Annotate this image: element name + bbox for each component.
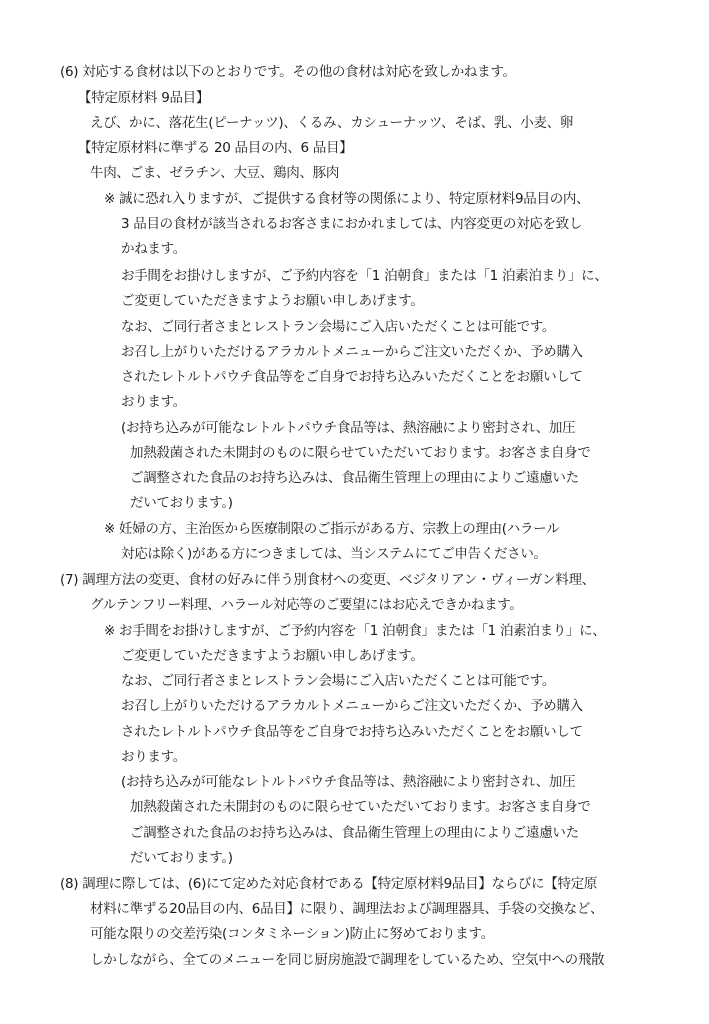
note-line: お手間をお掛けしますが、ご予約内容を「1 泊朝食」または「1 泊素泊まり」に、 — [121, 268, 608, 284]
note-line: かねます。 — [121, 241, 186, 257]
body-line: 材料に準ずる20品目の内、6品目】に限り、調理法および調理器具、手袋の交換など、 — [90, 901, 604, 917]
note-line: されたレトルトパウチ食品等をご自身でお持ち込みいただくことをお願いして — [121, 724, 583, 740]
allergen-list: えび、かに、落花生(ピーナッツ)、くるみ、カシューナッツ、そば、乳、小麦、卵 — [90, 115, 574, 131]
note-line: お召し上がりいただけるアラカルトメニューからご注文いただくか、予め購入 — [121, 698, 583, 714]
allergen-list: 牛肉、ごま、ゼラチン、大豆、鶏肉、豚肉 — [90, 165, 340, 181]
note-line: お召し上がりいただけるアラカルトメニューからご注文いただくか、予め購入 — [121, 344, 583, 360]
note-line: だいております。) — [130, 495, 233, 511]
note-line: (お持ち込みが可能なレトルトパウチ食品等は、熱溶融により密封され、加圧 — [121, 420, 576, 436]
note-line: おります。 — [121, 749, 186, 765]
note-line: ご調整された食品のお持ち込みは、食品衛生管理上の理由によりご遠慮いた — [130, 825, 579, 841]
note-line: 3 品目の食材が該当されるお客さまにおかれましては、内容変更の対応を致し — [121, 216, 583, 232]
section-8-heading: (8) 調理に際しては、(6)にて定めた対応食材である【特定原材料9品目】ならびに【特定原 — [60, 876, 598, 892]
note-line: なお、ご同行者さまとレストラン会場にご入店いただくことは可能です。 — [121, 673, 556, 689]
note-line: ※ 誠に恐れ入りますが、ご提供する食材等の関係により、特定原材料9品目の内、 — [104, 191, 590, 207]
note-line: ※ 妊婦の方、主治医から医療制限のご指示がある方、宗教上の理由(ハラール — [104, 521, 560, 537]
body-line: しかしながら、全てのメニューを同じ厨房施設で調理をしているため、空気中への飛散 — [90, 952, 605, 968]
note-line: ご変更していただきますようお願い申しあげます。 — [121, 648, 424, 664]
body-line: グルテンフリー料理、ハラール対応等のご要望にはお応えできかねます。 — [90, 597, 523, 613]
body-line: 可能な限りの交差汚染(コンタミネーション)防止に努めております。 — [90, 926, 494, 942]
note-line: なお、ご同行者さまとレストラン会場にご入店いただくことは可能です。 — [121, 319, 556, 335]
allergen-group-heading: 【特定原材料 9品目】 — [78, 90, 210, 106]
note-line: 対応は除く)がある方につきましては、当システムにてご申告ください。 — [121, 546, 547, 562]
allergen-group-heading: 【特定原材料に準ずる 20 品目の内、6 品目】 — [78, 140, 353, 156]
note-line: ご調整された食品のお持ち込みは、食品衛生管理上の理由によりご遠慮いた — [130, 470, 579, 486]
note-line: 加熱殺菌された未開封のものに限らせていただいております。お客さま自身で — [130, 445, 591, 461]
note-line: 加熱殺菌された未開封のものに限らせていただいております。お客さま自身で — [130, 799, 591, 815]
note-line: だいております。) — [130, 850, 233, 866]
note-line: されたレトルトパウチ食品等をご自身でお持ち込みいただくことをお願いして — [121, 369, 583, 385]
note-line: (お持ち込みが可能なレトルトパウチ食品等は、熱溶融により密封され、加圧 — [121, 774, 576, 790]
note-line: おります。 — [121, 394, 186, 410]
section-6-heading: (6) 対応する食材は以下のとおりです。その他の食材は対応を致しかねます。 — [60, 64, 516, 80]
section-7-heading: (7) 調理方法の変更、食材の好みに伴う別食材への変更、ベジタリアン・ヴィーガン料理、 — [60, 572, 595, 588]
note-line: ※ お手間をお掛けしますが、ご予約内容を「1 泊朝食」または「1 泊素泊まり」に、 — [104, 623, 606, 639]
note-line: ご変更していただきますようお願い申しあげます。 — [121, 293, 424, 309]
